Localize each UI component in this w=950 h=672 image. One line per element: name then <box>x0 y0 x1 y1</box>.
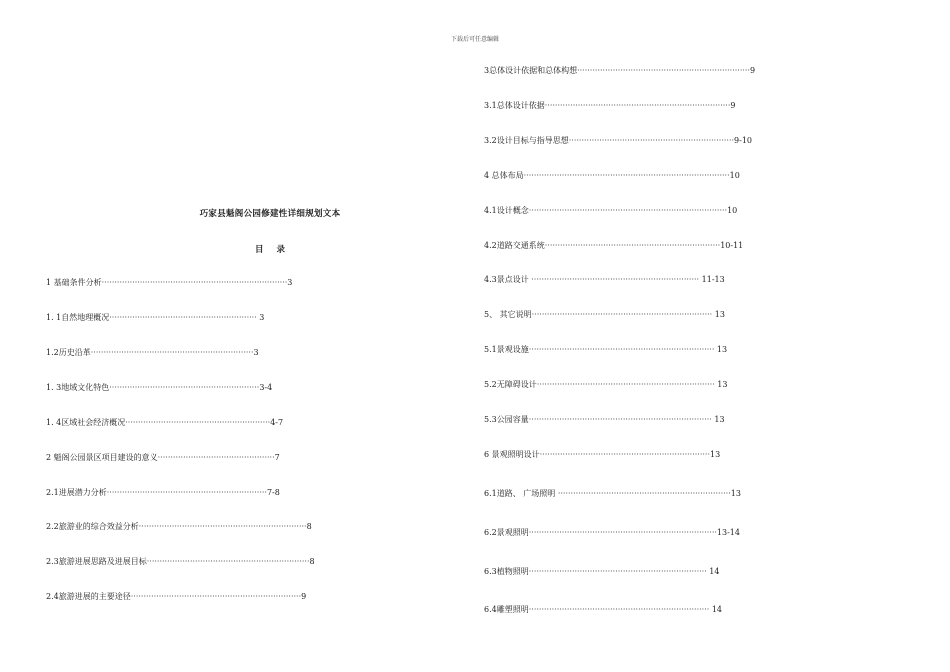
toc-entry-page: 13 <box>712 310 725 319</box>
toc-entry-leader: ······································································ <box>528 567 707 576</box>
toc-entry-leader: ·············································································· <box>528 206 728 215</box>
toc-entry-page: 10 <box>727 206 738 215</box>
toc-entry-leader: ···································································· <box>557 489 731 498</box>
toc-entry[interactable] <box>484 171 740 181</box>
toc-entry-label: 6.3植物照明 <box>484 567 529 576</box>
toc-entry-label: 2.2旅游业的综合效益分析 <box>46 522 139 531</box>
toc-entry-leader: ······································································· <box>531 310 713 319</box>
toc-entry-page: 9-10 <box>734 136 753 145</box>
toc-entry[interactable] <box>484 489 741 499</box>
toc-entry[interactable] <box>484 241 743 251</box>
toc-entry-page: 8 <box>309 557 315 566</box>
toc-entry-label: 4.1设计概念 <box>484 206 529 215</box>
toc-entry[interactable] <box>46 557 315 567</box>
toc-entry-leader: ··································································· <box>130 592 302 601</box>
toc-entry-leader: ·········································································· <box>528 528 717 537</box>
toc-entry-leader: ······································································· <box>528 605 710 614</box>
toc-entry-leader: ·············································· <box>157 453 275 462</box>
toc-entry-page: 4-7 <box>270 418 284 427</box>
toc-entry-leader: ··························································· <box>109 383 260 392</box>
toc-entry-label: 2.1进展潜力分析 <box>46 488 107 497</box>
toc-entry-page: 9 <box>730 101 736 110</box>
toc-entry[interactable] <box>484 206 737 216</box>
toc-entry-label: 2.4旅游进展的主要途径 <box>46 592 131 601</box>
toc-entry-leader: ······························································· <box>106 488 267 497</box>
toc-entry[interactable] <box>484 275 725 285</box>
toc-entry[interactable] <box>46 383 272 393</box>
toc-entry[interactable] <box>484 136 752 146</box>
toc-entry-leader: ················································································· <box>523 171 730 180</box>
toc-entry[interactable] <box>484 450 720 460</box>
toc-entry-page: 3 <box>287 278 293 287</box>
toc-entry-label: 3.2设计目标与指导思想 <box>484 136 569 145</box>
toc-entry-leader: ········································································ <box>528 415 712 424</box>
toc-entry-leader: ·························································· <box>109 313 257 322</box>
toc-entry-page: 7-8 <box>266 488 280 497</box>
toc-entry-label: 4.2道路交通系统 <box>484 241 545 250</box>
toc-entry-label: 5.1景观设施 <box>484 345 529 354</box>
toc-entry[interactable] <box>484 66 755 76</box>
toc-entry-page: 14 <box>709 605 723 614</box>
toc-entry-leader: ································································ <box>90 348 254 357</box>
toc-entry-label: 6.4雕塑照明 <box>484 605 529 614</box>
toc-entry[interactable] <box>484 415 725 425</box>
toc-entry[interactable] <box>46 488 280 498</box>
toc-entry-leader: ········································································· <box>544 101 731 110</box>
toc-entry-leader: ························································· <box>125 418 271 427</box>
toc-entry-page: 11-13 <box>699 275 725 284</box>
toc-entry-label: 1. 4区域社会经济概况 <box>46 418 126 427</box>
toc-entry-label: 3总体设计依据和总体构想 <box>484 66 578 75</box>
toc-entry-label: 6 景观照明设计 <box>484 450 540 459</box>
toc-entry-leader: ··································································· <box>539 450 711 459</box>
toc-entry-label: 5、 其它说明 <box>484 310 532 319</box>
toc-entry-leader: ········································································· <box>101 278 288 287</box>
toc-entry-leader: ·································································· <box>138 522 307 531</box>
toc-entry-page: 13 <box>711 415 725 424</box>
toc-entry[interactable] <box>484 605 722 615</box>
toc-entry-page: 13 <box>714 380 728 389</box>
toc-entry-page: 9 <box>301 592 307 601</box>
toc-entry-page: 10 <box>729 171 740 180</box>
toc-entry-page: 14 <box>706 567 720 576</box>
toc-entry-page: 13 <box>714 345 728 354</box>
toc-entry[interactable] <box>484 310 725 320</box>
toc-entry[interactable] <box>46 522 312 532</box>
toc-entry[interactable] <box>484 380 727 390</box>
toc-entry-label: 5.2无障碍设计 <box>484 380 537 389</box>
toc-entry-label: 1. 1自然地理概况 <box>46 313 110 322</box>
toc-entry[interactable] <box>46 592 306 602</box>
toc-entry-page: 9 <box>750 66 756 75</box>
toc-entry-label: 2 魁阁公园景区项目建设的意义 <box>46 453 158 462</box>
toc-entry[interactable] <box>484 528 740 538</box>
document-title: 巧家县魁阁公园修建性详细规划文本 <box>199 209 341 219</box>
toc-entry-label: 2.3旅游进展思路及进展目标 <box>46 557 147 566</box>
toc-entry-leader: ································································· <box>568 136 735 145</box>
toc-entry[interactable] <box>484 345 727 355</box>
toc-entry-page: 10-11 <box>720 241 744 250</box>
toc-entry-label: 4 总体布局 <box>484 171 524 180</box>
toc-entry-page: 3-4 <box>259 383 273 392</box>
toc-entry-label: 1 基础条件分析 <box>46 278 102 287</box>
toc-entry-page: 13-14 <box>716 528 740 537</box>
toc-entry[interactable] <box>46 313 264 323</box>
toc-entry-page: 3 <box>256 313 265 322</box>
toc-entry-leader: ········································································· <box>528 345 715 354</box>
toc-entry-leader: ·································································· <box>531 275 700 284</box>
toc-entry-leader: ···································································· <box>577 66 751 75</box>
header-note: 下载后可任意编辑 <box>450 36 499 43</box>
toc-entry-page: 13 <box>730 489 741 498</box>
toc-entry-label: 3.1总体设计依据 <box>484 101 545 110</box>
toc-entry[interactable] <box>46 348 259 358</box>
toc-entry-page: 7 <box>274 453 280 462</box>
toc-entry[interactable] <box>46 418 283 428</box>
toc-entry-leader: ····································································· <box>544 241 721 250</box>
toc-entry-leader: ······································································ <box>536 380 715 389</box>
toc-entry-label: 1.2历史沿革 <box>46 348 91 357</box>
toc-entry-label: 4.3景点设计 <box>484 275 532 284</box>
toc-entry[interactable] <box>46 453 280 463</box>
toc-entry-label: 6.2景观照明 <box>484 528 529 537</box>
toc-entry-page: 13 <box>710 450 721 459</box>
toc-entry-page: 3 <box>253 348 259 357</box>
toc-entry-leader: ································································ <box>146 557 310 566</box>
toc-entry-label: 1. 3地域文化特色 <box>46 383 110 392</box>
toc-entry[interactable] <box>484 101 735 111</box>
toc-entry-label: 6.1道路、 广场照明 <box>484 489 558 498</box>
toc-heading: 目 录 <box>255 245 285 255</box>
toc-entry[interactable] <box>46 278 292 288</box>
toc-entry[interactable] <box>484 567 719 577</box>
toc-entry-page: 8 <box>306 522 312 531</box>
toc-entry-label: 5.3公园容量 <box>484 415 529 424</box>
